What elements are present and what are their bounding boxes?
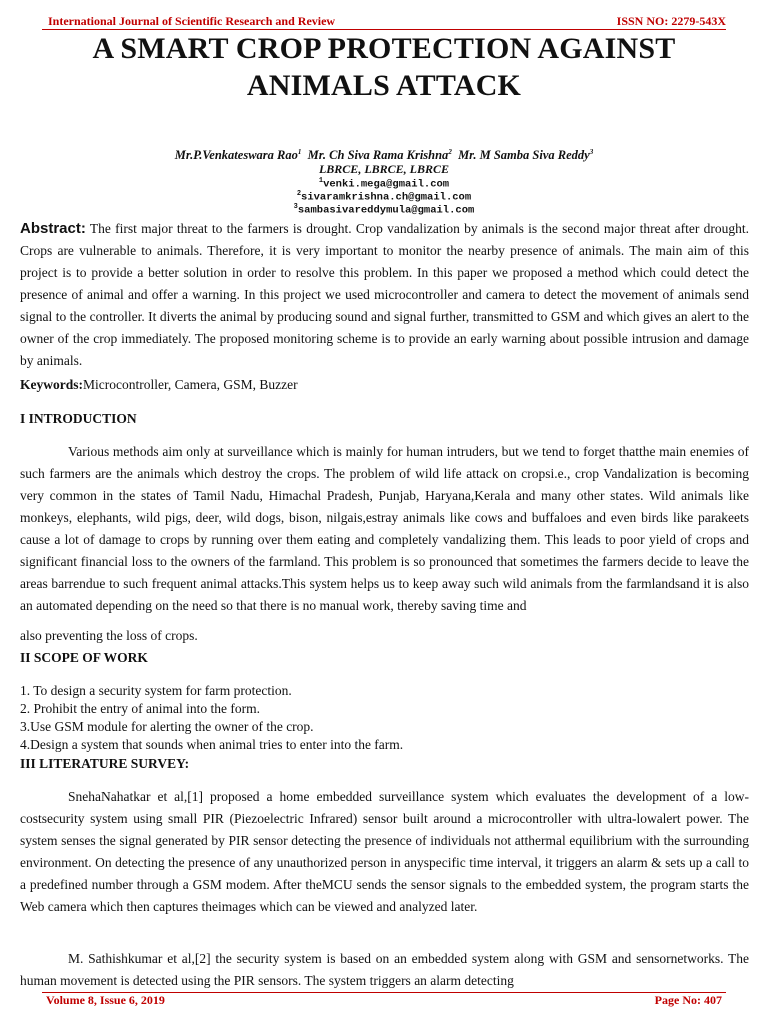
literature-paragraph-1: SnehaNahatkar et al,[1] proposed a home embedded surveillance system which evaluates the development of a low-costsecurity system using small PIR (Piezoelectric Infrared) sensor built around a microcontroller with ultra-lowalert power. The system senses the signal generated by PIR sensor detecting the presence of individuals not atthermal equilibrium with the surrounding environment. On detecting the presence of any unauthorized person in anyspecific time interval, it triggers an alarm & sets up a call to a predefined number through a GSM modem. After theMCU sends the sensor signals to the embedded system, the program starts the Web camera which then captures theimages which can be viewed and analyzed later. (20, 789, 749, 914)
list-item: 4.Design a system that sounds when animal tries to enter into the farm. (20, 737, 404, 752)
author-list (20, 148, 748, 163)
keywords-label: Keywords: (20, 377, 83, 392)
email-3-address: sambasivareddymula@gmail.com (297, 204, 475, 217)
introduction-paragraph-end: also preventing the loss of crops. (20, 628, 198, 643)
section-heading-scope: II SCOPE OF WORK (20, 650, 148, 665)
email-3 (20, 203, 748, 217)
email-3-sup: 3 (293, 203, 298, 211)
author-3-sup: 3 (589, 148, 594, 156)
abstract (20, 218, 749, 372)
issn-number: ISSN NO: 2279-543X (616, 14, 726, 28)
email-2-sup: 2 (296, 190, 302, 198)
author-3: Mr. M Samba Siva Reddy (458, 148, 590, 163)
volume-issue: Volume 8, Issue 6, 2019 (46, 993, 165, 1007)
list-item: 3.Use GSM module for alerting the owner of the crop. (20, 719, 314, 734)
author-2: Mr. Ch Siva Rama Krishna (307, 148, 449, 163)
introduction-paragraph: Various methods aim only at surveillance which is mainly for human intruders, but we tend to forget thatthe main enemies of such farmers are the animals which destroy the crops. The problem of wild life attack on cropsi.e., crop Vandalization is becoming very common in the states of Tamil Nadu, Himachal Pradesh, Punjab, Haryana,Kerala and many other states. Wild animals like monkeys, elephants, wild pigs, deer, wild dogs, bison, nilgais,estray animals like cows and buffaloes and even birds like parakeets cause a lot of damage to crops by running over them eating and completely vandalizing them. This leads to poor yield of crops and significant financial loss to the owners of the farmland. This problem is so pronounced that sometimes the farmers decide to leave the areas barrendue to such frequent animal attacks.This system helps us to keep away such wild animals from the farmlandsand it is also an automated depending on the need so that there is no manual work, thereby saving time and (20, 444, 749, 613)
affiliation: LBRCE, LBRCE, LBRCE (318, 162, 450, 176)
abstract-label: Abstract: (20, 220, 86, 237)
author-1-sup: 1 (297, 148, 302, 156)
author-1: Mr.P.Venkateswara Rao (174, 148, 298, 163)
list-item: 2. Prohibit the entry of animal into the form. (20, 701, 260, 716)
email-1 (20, 177, 748, 191)
keywords-text: Microcontroller, Camera, GSM, Buzzer (83, 377, 298, 392)
page-number: Page No: 407 (654, 993, 722, 1007)
paper-title (20, 30, 748, 104)
email-1-sup: 1 (318, 177, 324, 185)
journal-name: International Journal of Scientific Research and Review (48, 14, 336, 28)
email-2 (20, 190, 748, 204)
abstract-text: The first major threat to the farmers is drought. Crop vandalization by animals is the second major threat after drought. Crops are vulnerable to animals. Therefore, it is very important to monitor the nearby presence of animals. The main aim of this project is to provide a better solution in order to resolve this problem. In this paper we proposed a method which could detect the presence of animal and offer a warning. In this project we used microcontroller and camera to detect the movement of animals send signal to the controller. It diverts the animal by producing sound and signal further, transmitted to GSM and which gives an alert to the owner of the crop immediately. The proposed monitoring scheme is to provide an early warning about possible intrusion and damage by animals. (20, 221, 749, 368)
list-item: 1. To design a security system for farm protection. (20, 683, 292, 698)
email-2-address: sivaramkrishna.ch@gmail.com (301, 191, 472, 204)
email-1-address: venki.mega@gmail.com (323, 178, 450, 191)
keywords (20, 377, 298, 393)
author-2-sup: 2 (448, 148, 452, 156)
scope-list (20, 682, 403, 754)
literature-paragraph-2: M. Sathishkumar et al,[2] the security system is based on an embedded system along with GSM and sensornetworks. The human movement is detected using the PIR sensors. The system triggers an alarm detecting (20, 951, 749, 988)
section-heading-literature: III LITERATURE SURVEY: (20, 756, 190, 771)
title-line-2: ANIMALS ATTACK (246, 69, 522, 102)
title-line-1: A SMART CROP PROTECTION AGAINST (92, 32, 676, 65)
section-heading-introduction: I INTRODUCTION (20, 411, 137, 426)
